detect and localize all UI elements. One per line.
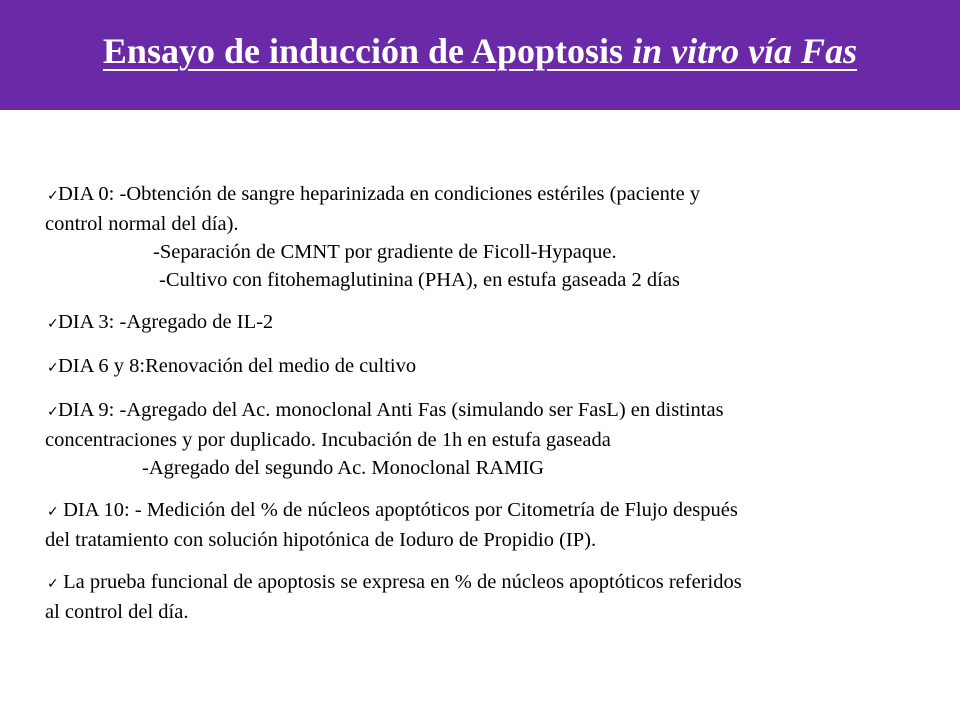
- bullet-item-day-6-8: [45, 352, 955, 382]
- bullet-text: DIA 9: -Agregado del Ac. monoclonal Anti Fas (simulando ser FasL) en distintas: [58, 399, 724, 421]
- check-mark-icon: ✓: [47, 404, 59, 420]
- bullet-line: del tratamiento con solución hipotónica de Ioduro de Propidio (IP).: [45, 529, 597, 551]
- bullet-text: DIA 0: -Obtención de sangre heparinizada en condiciones estériles (paciente y: [58, 183, 701, 205]
- bullet-subline: -Separación de CMNT por gradiente de Ficoll-Hypaque.: [153, 241, 617, 263]
- bullet-item-day-3: [45, 308, 955, 338]
- bullet-item-conclusion: [45, 568, 955, 626]
- bullet-line: [45, 496, 955, 526]
- bullet-item-day-10: [45, 496, 955, 554]
- bullet-text: La prueba funcional de apoptosis se expresa en % de núcleos apoptóticos referidos: [58, 571, 742, 593]
- check-mark-icon: ✓: [47, 576, 59, 592]
- bullet-list: [45, 180, 955, 626]
- bullet-text: DIA 6 y 8:Renovación del medio de cultivo: [58, 355, 417, 377]
- check-mark-icon: ✓: [47, 316, 59, 332]
- check-mark-icon: ✓: [47, 360, 59, 376]
- bullet-item-day-9: [45, 396, 955, 482]
- bullet-line: [45, 568, 955, 598]
- slide-title: [0, 30, 960, 72]
- bullet-line: control normal del día).: [45, 213, 239, 235]
- bullet-line: [45, 352, 955, 382]
- title-banner: [0, 0, 960, 110]
- bullet-line: [45, 180, 955, 210]
- bullet-text: DIA 10: - Medición del % de núcleos apoptóticos por Citometría de Flujo después: [58, 499, 738, 521]
- title-italic: in vitro vía Fas: [632, 31, 858, 71]
- title-main: Ensayo de inducción de Apoptosis: [102, 31, 633, 71]
- bullet-line: al control del día.: [45, 601, 189, 623]
- bullet-line: [45, 396, 955, 426]
- bullet-subline: -Cultivo con fitohemaglutinina (PHA), en estufa gaseada 2 días: [159, 269, 680, 291]
- bullet-item-day-0: [45, 180, 955, 294]
- bullet-subline: -Agregado del segundo Ac. Monoclonal RAMIG: [142, 457, 544, 479]
- check-mark-icon: ✓: [47, 504, 59, 520]
- check-mark-icon: ✓: [47, 188, 59, 204]
- bullet-line: concentraciones y por duplicado. Incubación de 1h en estufa gaseada: [45, 429, 611, 451]
- bullet-text: DIA 3: -Agregado de IL-2: [58, 311, 274, 333]
- bullet-line: [45, 308, 955, 338]
